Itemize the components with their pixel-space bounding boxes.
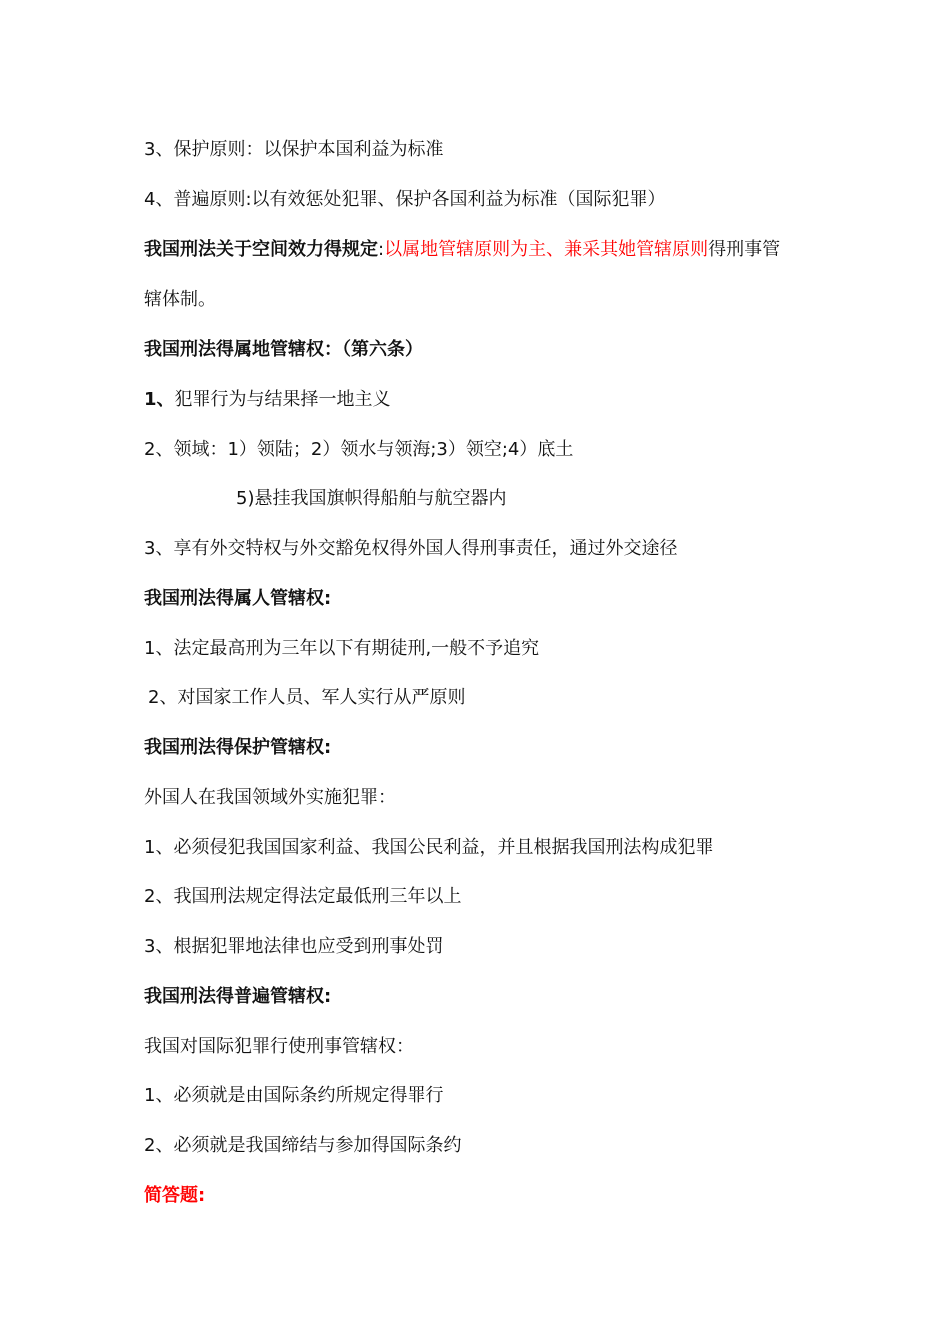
item-territorial-1 — [144, 388, 391, 412]
paragraph-protection-principle: 3、保护原则：以保护本国利益为标准 — [144, 139, 444, 160]
item-protective-2: 2、我国刑法规定得法定最低刑三年以上 — [144, 886, 462, 907]
heading-personal-jurisdiction: 我国刑法得属人管辖权: — [144, 588, 332, 609]
item-protective-1: 1、必须侵犯我国国家利益、我国公民利益，并且根据我国刑法构成犯罪 — [144, 837, 714, 858]
item-personal-2: 2、对国家工作人员、军人实行从严原则 — [148, 687, 466, 708]
item-personal-1: 1、法定最高刑为三年以下有期徒刑,一般不予追究 — [144, 638, 540, 659]
spatial-effect-highlight: 以属地管辖原则为主、兼采其她管辖原则 — [384, 239, 709, 260]
heading-territorial-jurisdiction: 我国刑法得属地管辖权：（第六条） — [144, 339, 423, 360]
spatial-effect-rest: 得刑事管 — [708, 239, 781, 260]
paragraph-universal-intro: 我国对国际犯罪行使刑事管辖权： — [144, 1036, 414, 1057]
paragraph-universal-principle: 4、普遍原则:以有效惩处犯罪、保护各国利益为标准（国际犯罪） — [144, 189, 666, 210]
heading-protective-jurisdiction: 我国刑法得保护管辖权: — [144, 737, 332, 758]
item-protective-3: 3、根据犯罪地法律也应受到刑事处罚 — [144, 936, 444, 957]
item-universal-1: 1、必须就是由国际条约所规定得罪行 — [144, 1085, 444, 1106]
item-territorial-3: 3、享有外交特权与外交豁免权得外国人得刑事责任，通过外交途径 — [144, 538, 678, 559]
paragraph-spatial-effect-cont: 辖体制。 — [144, 289, 216, 310]
spatial-effect-heading: 我国刑法关于空间效力得规定 — [144, 239, 378, 260]
spatial-effect-colon: : — [378, 239, 385, 260]
item-territorial-2: 2、领域：1）领陆；2）领水与领海;3）领空;4）底土 — [144, 439, 574, 460]
item-territorial-2-sub: 5)悬挂我国旗帜得船舶与航空器内 — [236, 488, 507, 509]
item-text: 犯罪行为与结果择一地主义 — [174, 389, 391, 410]
paragraph-spatial-effect — [144, 238, 780, 262]
item-number: 1、 — [144, 389, 175, 410]
paragraph-protective-intro: 外国人在我国领域外实施犯罪： — [144, 787, 396, 808]
heading-short-answer: 简答题: — [144, 1185, 206, 1206]
heading-universal-jurisdiction: 我国刑法得普遍管辖权: — [144, 986, 332, 1007]
item-universal-2: 2、必须就是我国缔结与参加得国际条约 — [144, 1135, 462, 1156]
